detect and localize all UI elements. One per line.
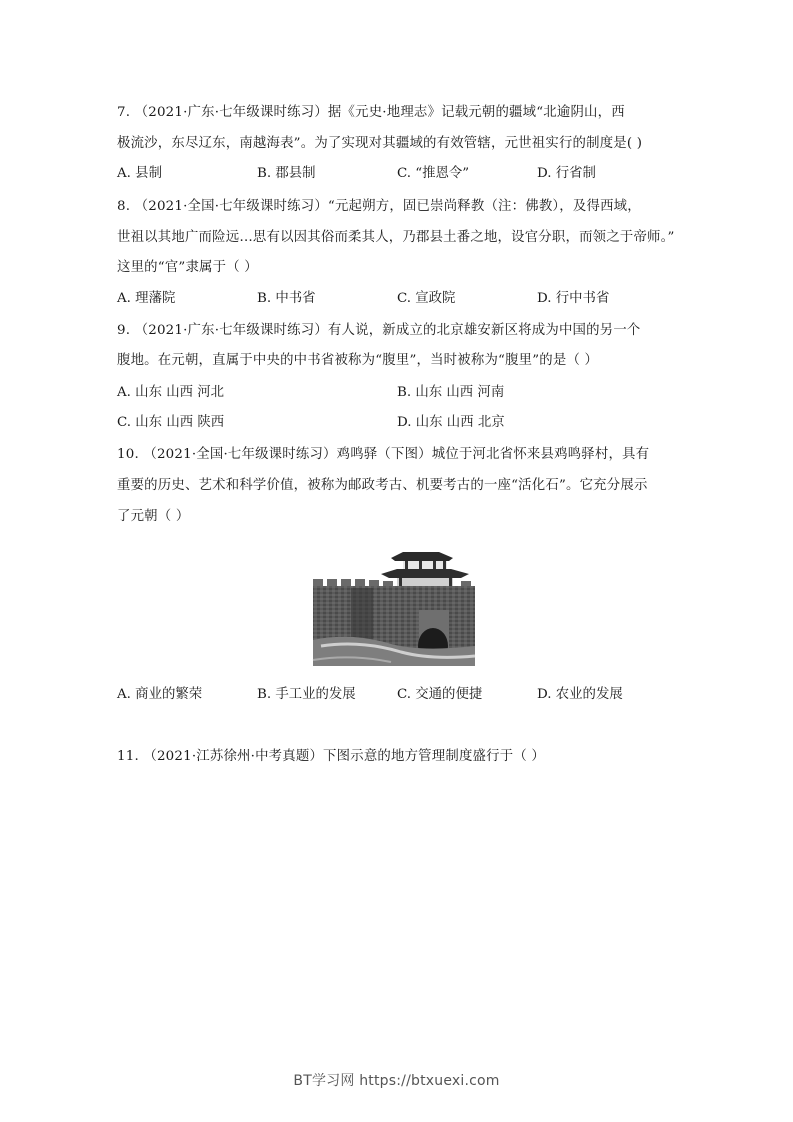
question-7-option-b[interactable]: B. 郡县制 — [257, 166, 316, 181]
question-7-option-c[interactable]: C. “推恩令” — [397, 166, 470, 181]
question-9-line-1: 9. （2021·广东·七年级课时练习）有人说，新成立的北京雄安新区将成为中国的另一个 — [117, 323, 641, 338]
question-10-line-2: 重要的历史、艺术和科学价值，被称为邮政考古、机要考古的一座“活化石”。它充分展示 — [117, 478, 648, 493]
question-7-line-2: 极流沙，东尽辽东，南越海表”。为了实现对其疆域的有效管辖，元世祖实行的制度是( ) — [117, 136, 643, 151]
question-10-line-1: 10. （2021·全国·七年级课时练习）鸡鸣驿（下图）城位于河北省怀来县鸡鸣驿村，具有 — [117, 447, 650, 462]
question-9-line-2: 腹地。在元朝，直属于中央的中书省被称为“腹里”，当时被称为“腹里”的是（ ） — [117, 353, 599, 368]
question-7-line-1: 7. （2021·广东·七年级课时练习）据《元史·地理志》记载元朝的疆域“北逾阴山，西 — [117, 105, 625, 120]
question-10-option-c[interactable]: C. 交通的便捷 — [397, 687, 483, 702]
question-11-line-1: 11. （2021·江苏徐州·中考真题）下图示意的地方管理制度盛行于（ ） — [117, 749, 545, 764]
question-10-option-b[interactable]: B. 手工业的发展 — [257, 687, 356, 702]
question-8-option-c[interactable]: C. 宣政院 — [397, 291, 456, 306]
footer-watermark: BT学习网 https://btxuexi.com — [293, 1073, 500, 1089]
question-9-option-b[interactable]: B. 山东 山西 河南 — [397, 385, 505, 400]
question-7-option-d[interactable]: D. 行省制 — [537, 166, 596, 181]
question-10-options — [117, 686, 687, 704]
question-8-option-d[interactable]: D. 行中书省 — [537, 291, 610, 306]
question-10-line-3: 了元朝（ ） — [117, 509, 190, 524]
question-9-options-row-2 — [117, 414, 687, 432]
question-9-option-c[interactable]: C. 山东 山西 陕西 — [117, 415, 225, 430]
question-8-line-2: 世祖以其地广而险远…思有以因其俗而柔其人，乃郡县土番之地，设官分职，而领之于帝师。” — [117, 230, 675, 245]
question-9-option-d[interactable]: D. 山东 山西 北京 — [397, 415, 505, 430]
question-7-options — [117, 165, 687, 183]
question-8-line-1: 8. （2021·全国·七年级课时练习）“元起朔方，固已崇尚释教（注：佛教），及得西域， — [117, 199, 641, 214]
question-10-option-d[interactable]: D. 农业的发展 — [537, 687, 623, 702]
question-8-option-a[interactable]: A. 理藩院 — [117, 291, 176, 306]
question-9-option-a[interactable]: A. 山东 山西 河北 — [117, 385, 225, 400]
jimingyi-photo — [311, 548, 477, 668]
question-7-option-a[interactable]: A. 县制 — [117, 166, 162, 181]
question-8-options — [117, 290, 687, 308]
question-8-option-b[interactable]: B. 中书省 — [257, 291, 316, 306]
question-10-option-a[interactable]: A. 商业的繁荣 — [117, 687, 203, 702]
question-8-line-3: 这里的“官”隶属于（ ） — [117, 260, 258, 275]
question-9-options-row-1 — [117, 384, 687, 402]
